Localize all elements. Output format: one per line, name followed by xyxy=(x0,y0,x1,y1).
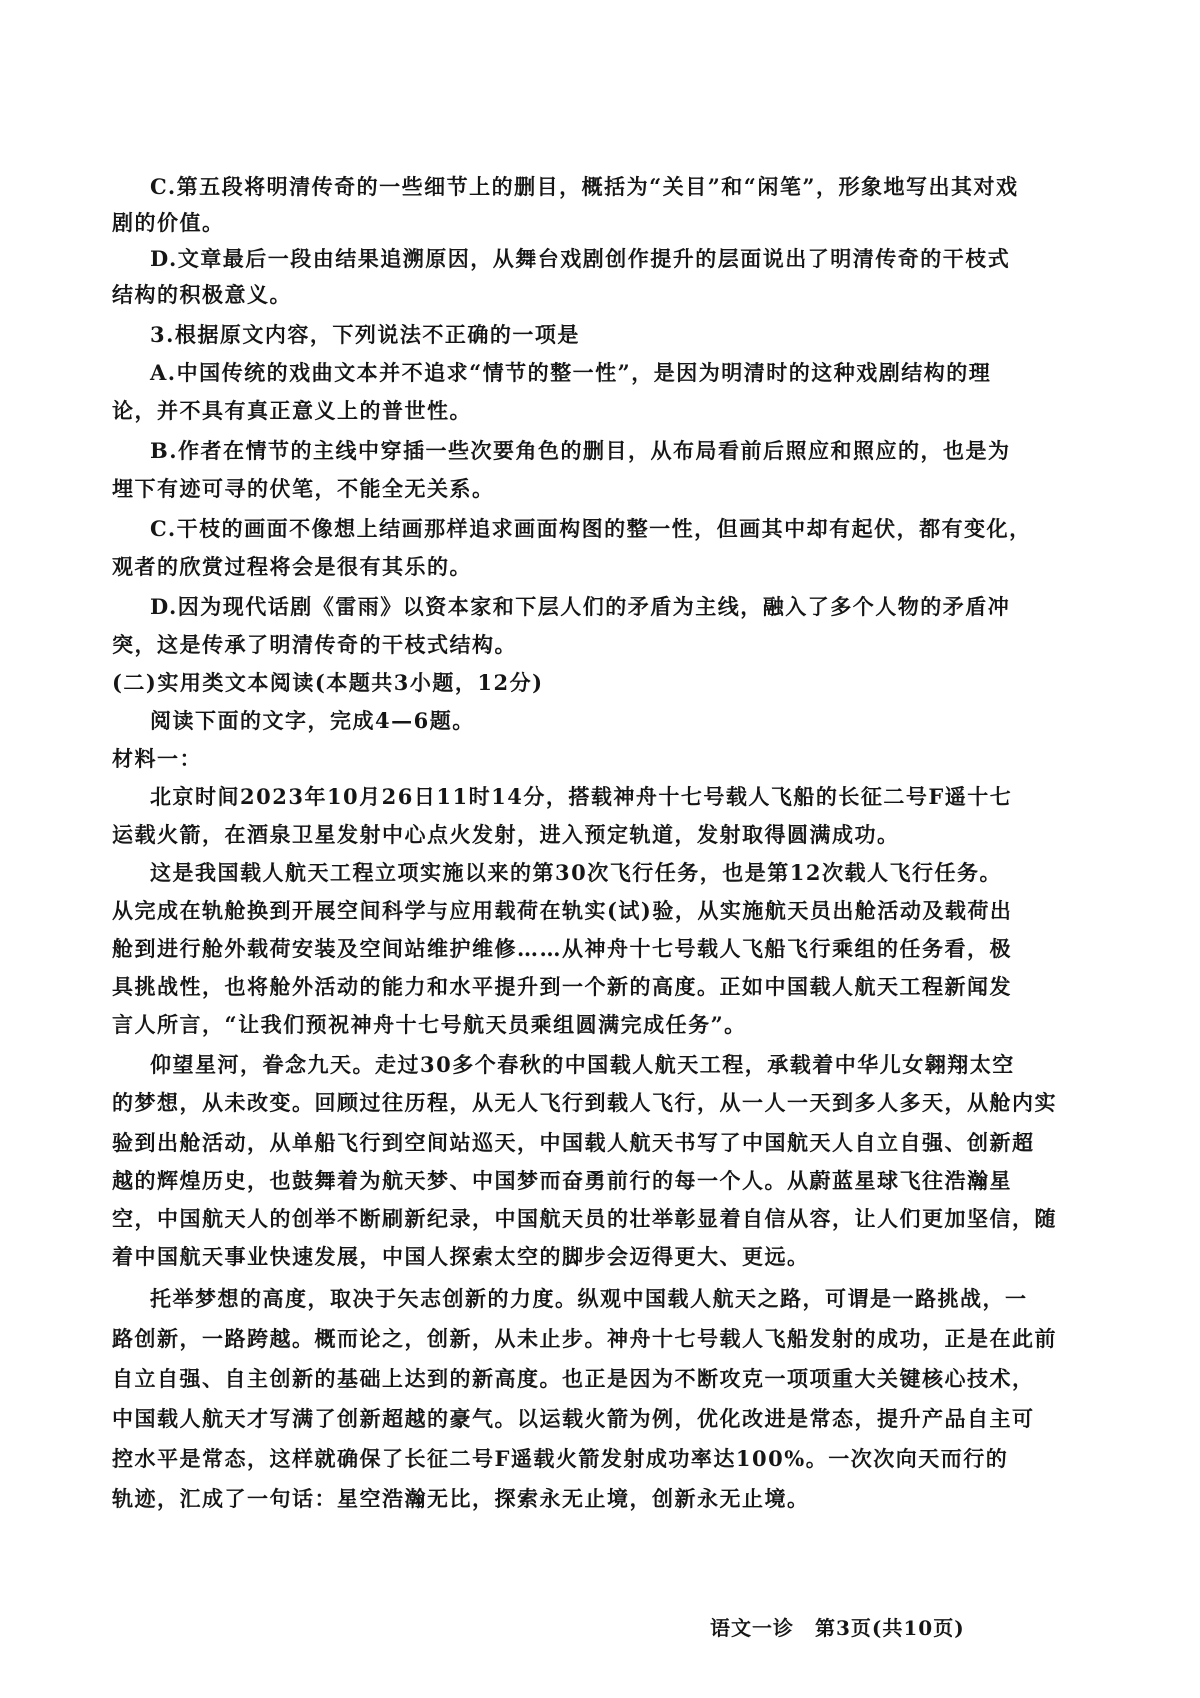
option-line: B.作者在情节的主线中穿插一些次要角色的删目，从布局看前后照应和照应的，也是为 xyxy=(150,438,1011,463)
material-line: 运载火箭，在酒泉卫星发射中心点火发射，进入预定轨道，发射取得圆满成功。 xyxy=(112,822,900,847)
material-line: 越的辉煌历史，也鼓舞着为航天梦、中国梦而奋勇前行的每一个人。从蔚蓝星球飞往浩瀚星 xyxy=(112,1168,1012,1193)
material-line: 验到出舱活动，从单船飞行到空间站巡天，中国载人航天书写了中国航天人自立自强、创新超 xyxy=(112,1130,1035,1155)
material-line: 空，中国航天人的创举不断刷新纪录，中国航天员的壮举彰显着自信从容，让人们更加坚信，随 xyxy=(112,1206,1057,1231)
option-line: A.中国传统的戏曲文本并不追求“情节的整一性”，是因为明清时的这种戏剧结构的理 xyxy=(150,360,992,385)
question-line: C.第五段将明清传奇的一些细节上的删目，概括为“关目”和“闲笔”，形象地写出其对戏 xyxy=(150,174,1019,199)
material-line: 路创新，一路跨越。概而论之，创新，从未止步。神舟十七号载人飞船发射的成功，正是在此前 xyxy=(112,1326,1057,1351)
option-line: D.因为现代话剧《雷雨》以资本家和下层人们的矛盾为主线，融入了多个人物的矛盾冲 xyxy=(150,594,1011,619)
material-line: 从完成在轨舱换到开展空间科学与应用载荷在轨实(试)验，从实施航天员出舱活动及载荷出 xyxy=(112,898,1013,923)
material-line: 控水平是常态，这样就确保了长征二号F遥载火箭发射成功率达100%。一次次向天而行的 xyxy=(112,1446,1009,1471)
material-line: 托举梦想的高度，取决于矢志创新的力度。纵观中国载人航天之路，可谓是一路挑战，一 xyxy=(150,1286,1028,1311)
material-line: 仰望星河，眷念九天。走过30多个春秋的中国载人航天工程，承载着中华儿女翱翔太空 xyxy=(150,1052,1015,1077)
option-line: 埋下有迹可寻的伏笔，不能全无关系。 xyxy=(112,476,495,501)
material-line: 具挑战性，也将舱外活动的能力和水平提升到一个新的高度。正如中国载人航天工程新闻发 xyxy=(112,974,1012,999)
material-line: 自立自强、自主创新的基础上达到的新高度。也正是因为不断攻克一项项重大关键核心技术， xyxy=(112,1366,1035,1391)
material-line: 言人所言，“让我们预祝神舟十七号航天员乘组圆满完成任务”。 xyxy=(112,1012,747,1037)
option-line: C.干枝的画面不像想上结画那样追求画面构图的整一性，但画其中却有起伏，都有变化， xyxy=(150,516,1032,541)
material-line: 中国载人航天才写满了创新超越的豪气。以运载火箭为例，优化改进是常态，提升产品自主可 xyxy=(112,1406,1035,1431)
material-line: 北京时间2023年10月26日11时14分，搭载神舟十七号载人飞船的长征二号F遥十七 xyxy=(150,784,1013,809)
material-line: 舱到进行舱外载荷安装及空间站维护维修……从神舟十七号载人飞船飞行乘组的任务看，极 xyxy=(112,936,1012,961)
question-line: 结构的积极意义。 xyxy=(112,282,292,307)
material-line: 的梦想，从未改变。回顾过往历程，从无人飞行到载人飞行，从一人一天到多人多天，从舱内实 xyxy=(112,1090,1057,1115)
question-stem: 3.根据原文内容，下列说法不正确的一项是 xyxy=(150,322,580,347)
material-label: 材料一： xyxy=(112,746,202,771)
option-line: 论，并不具有真正意义上的普世性。 xyxy=(112,398,472,423)
option-line: 突，这是传承了明清传奇的干枝式结构。 xyxy=(112,632,517,657)
question-line: D.文章最后一段由结果追溯原因，从舞台戏剧创作提升的层面说出了明清传奇的干枝式 xyxy=(150,246,1011,271)
material-line: 轨迹，汇成了一句话：星空浩瀚无比，探索永无止境，创新永无止境。 xyxy=(112,1486,810,1511)
material-line: 着中国航天事业快速发展，中国人探索太空的脚步会迈得更大、更远。 xyxy=(112,1244,810,1269)
instruction: 阅读下面的文字，完成4—6题。 xyxy=(150,708,475,733)
page-footer: 语文一诊 第3页(共10页) xyxy=(710,1616,965,1640)
option-line: 观者的欣赏过程将会是很有其乐的。 xyxy=(112,554,472,579)
material-line: 这是我国载人航天工程立项实施以来的第30次飞行任务，也是第12次载人飞行任务。 xyxy=(150,860,1002,885)
section-title: (二)实用类文本阅读(本题共3小题，12分) xyxy=(112,670,544,695)
question-line: 剧的价值。 xyxy=(112,210,225,235)
